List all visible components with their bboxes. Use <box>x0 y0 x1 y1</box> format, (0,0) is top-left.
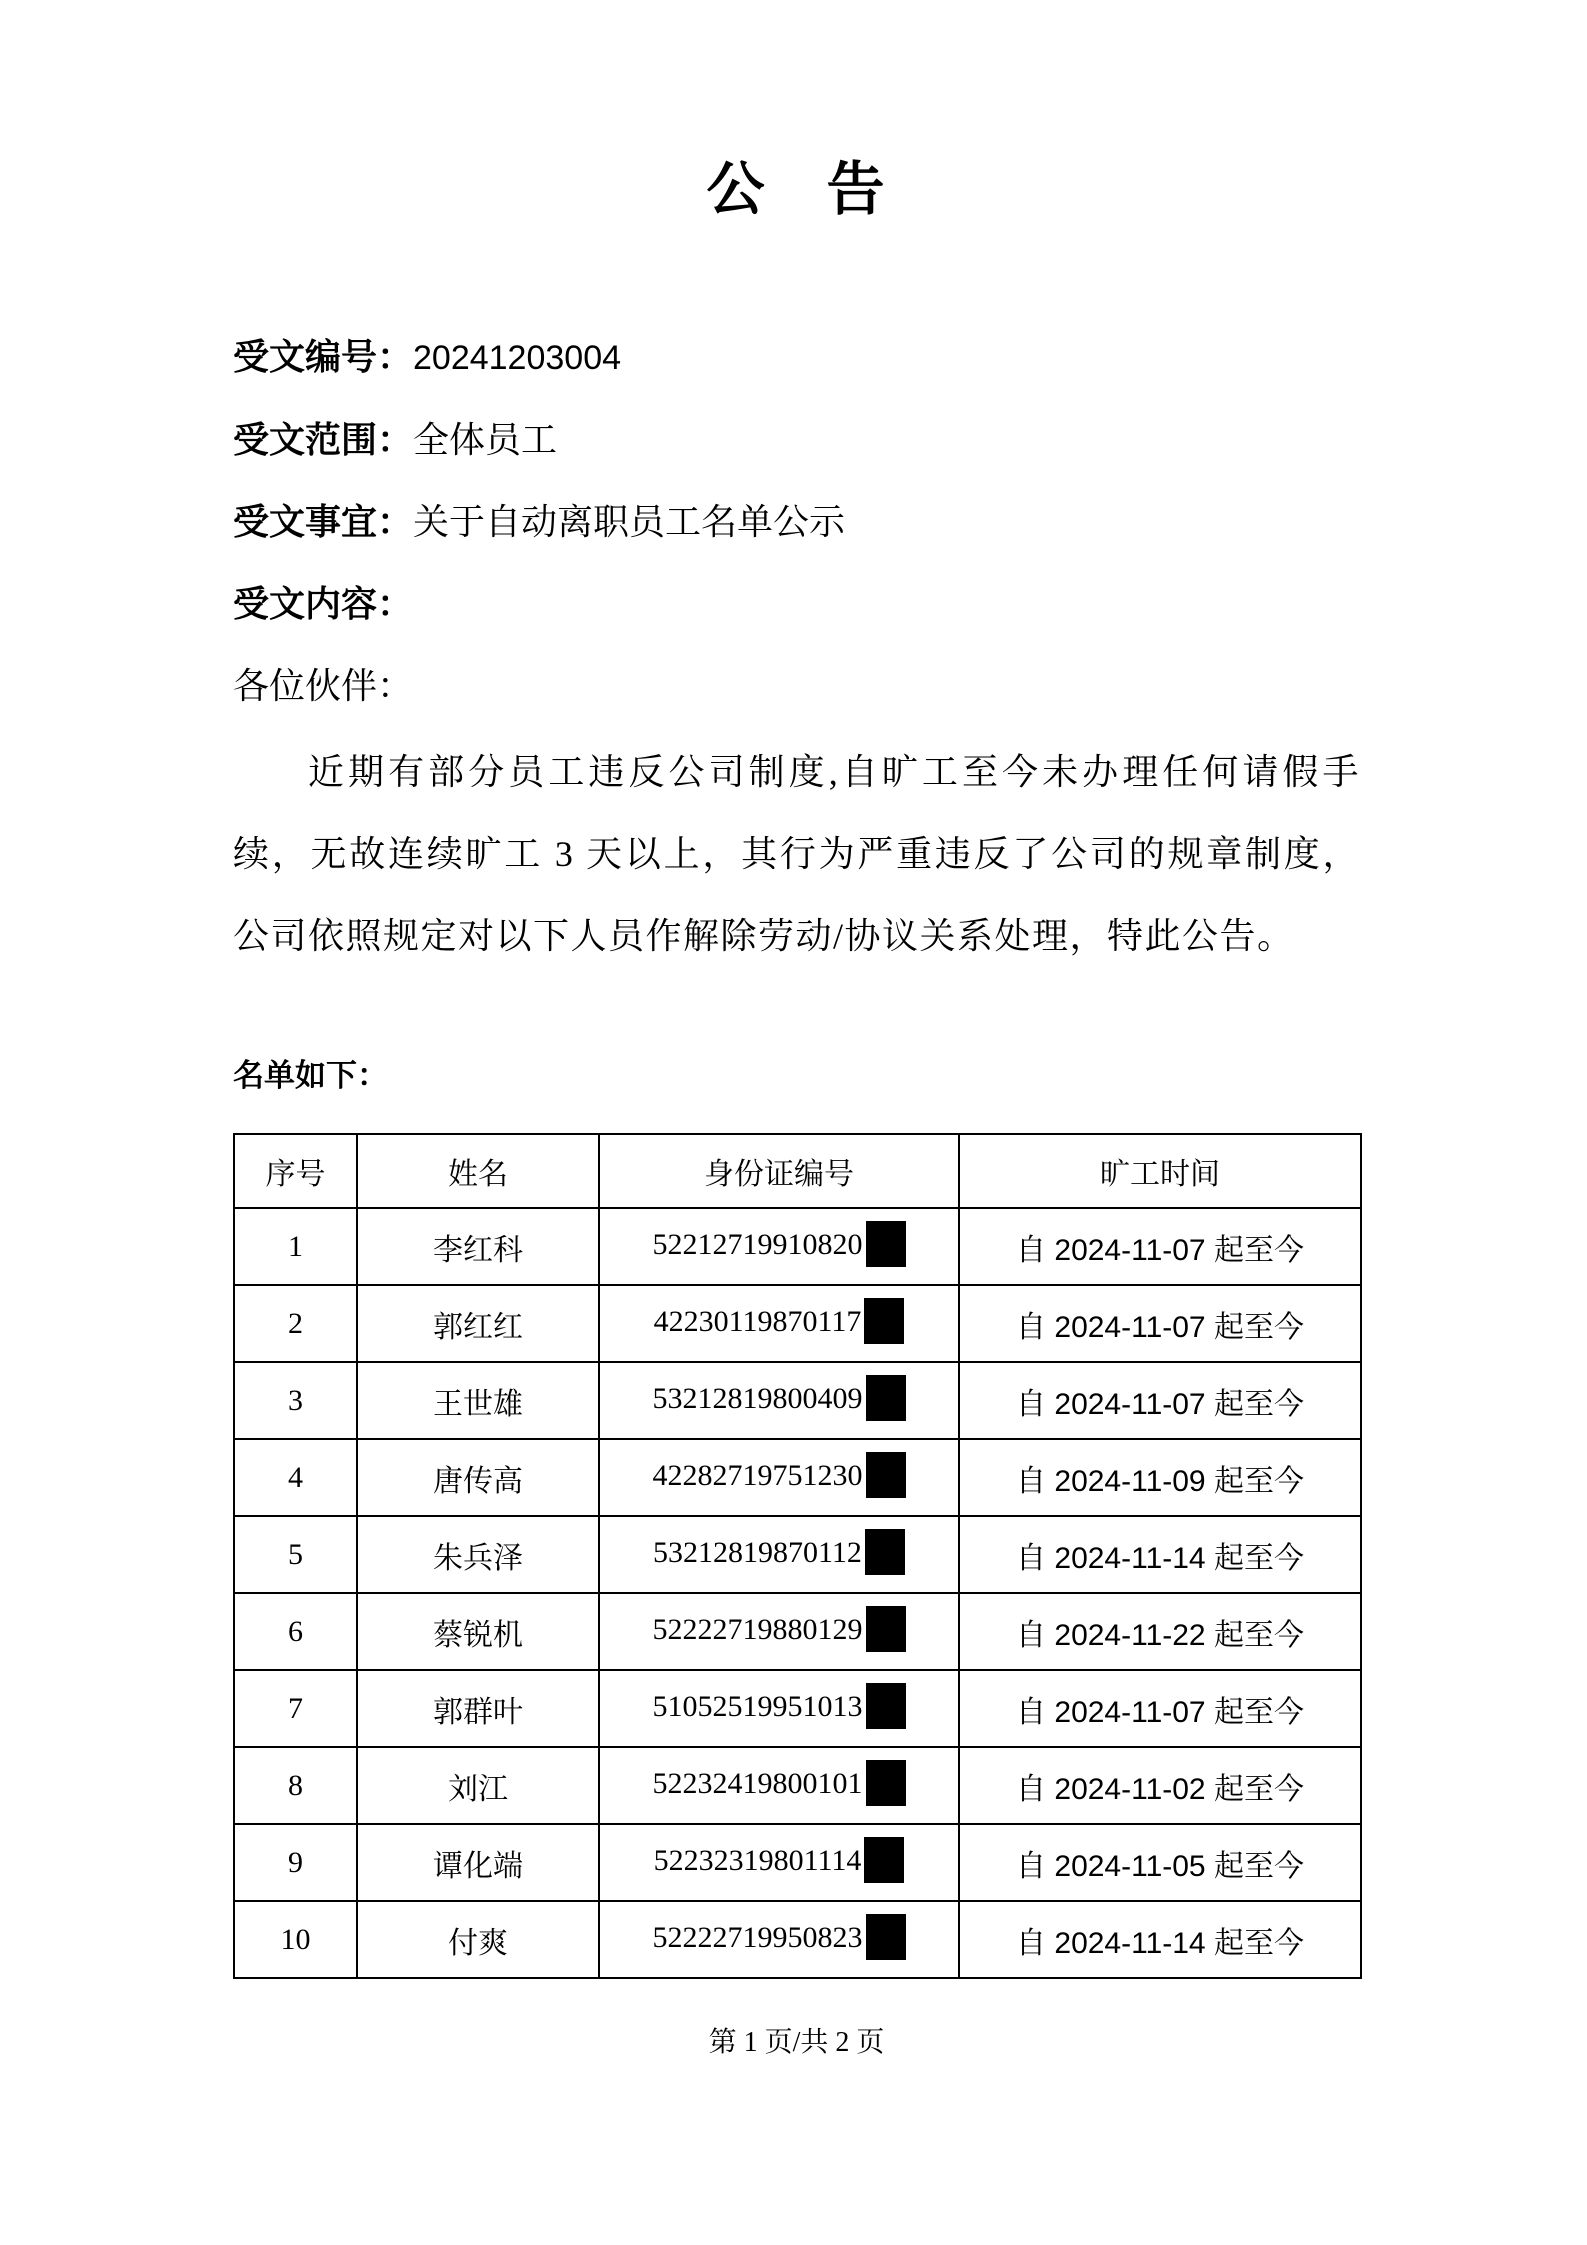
table-header-row <box>234 1134 1361 1208</box>
meta-label: 受文内容： <box>233 584 414 624</box>
redaction-box <box>866 1760 906 1806</box>
meta-label: 受文事宜： <box>233 502 414 542</box>
cell-absence-period: 自 2024-11-02 起至今 <box>959 1747 1361 1824</box>
cell-employee-name: 李红科 <box>357 1208 599 1285</box>
redaction-box <box>866 1375 906 1421</box>
id-number-text: 42230119870117 <box>653 1304 862 1338</box>
cell-serial-number: 5 <box>234 1516 357 1593</box>
meta-line-3 <box>233 563 1360 645</box>
cell-id-number <box>599 1439 959 1516</box>
cell-serial-number: 9 <box>234 1824 357 1901</box>
cell-absence-period: 自 2024-11-22 起至今 <box>959 1593 1361 1670</box>
table-row <box>234 1593 1361 1670</box>
meta-block <box>233 316 1360 645</box>
cell-employee-name: 王世雄 <box>357 1362 599 1439</box>
meta-label: 受文编号： <box>233 337 414 377</box>
cell-id-number <box>599 1362 959 1439</box>
absentee-roster-table <box>233 1133 1362 1979</box>
id-number-text: 51052519951013 <box>652 1689 863 1723</box>
id-number-text: 52232419800101 <box>652 1766 863 1800</box>
table-row <box>234 1439 1361 1516</box>
redaction-box <box>866 1452 906 1498</box>
cell-serial-number: 6 <box>234 1593 357 1670</box>
page-number: 第 1 页/共 2 页 <box>708 2027 885 2058</box>
id-number-text: 53212819800409 <box>652 1381 863 1415</box>
redaction-box <box>864 1837 904 1883</box>
cell-employee-name: 郭群叶 <box>357 1670 599 1747</box>
redaction-box <box>865 1529 905 1575</box>
cell-employee-name: 唐传高 <box>357 1439 599 1516</box>
meta-line-0 <box>233 316 1360 399</box>
id-number-text: 52222719950823 <box>652 1920 863 1954</box>
redaction-box <box>866 1914 906 1960</box>
cell-serial-number: 4 <box>234 1439 357 1516</box>
cell-employee-name: 郭红红 <box>357 1285 599 1362</box>
cell-employee-name: 谭化端 <box>357 1824 599 1901</box>
column-header: 姓名 <box>357 1134 599 1208</box>
cell-id-number <box>599 1747 959 1824</box>
cell-absence-period: 自 2024-11-14 起至今 <box>959 1901 1361 1978</box>
cell-id-number <box>599 1516 959 1593</box>
meta-line-2 <box>233 481 1360 563</box>
redaction-box <box>866 1683 906 1729</box>
table-row <box>234 1208 1361 1285</box>
cell-serial-number: 7 <box>234 1670 357 1747</box>
cell-employee-name: 蔡锐机 <box>357 1593 599 1670</box>
column-header: 身份证编号 <box>599 1134 959 1208</box>
cell-serial-number: 8 <box>234 1747 357 1824</box>
cell-id-number <box>599 1824 959 1901</box>
cell-serial-number: 3 <box>234 1362 357 1439</box>
cell-absence-period: 自 2024-11-05 起至今 <box>959 1824 1361 1901</box>
id-number-text: 53212819870112 <box>653 1535 862 1569</box>
cell-serial-number: 10 <box>234 1901 357 1978</box>
meta-label: 受文范围： <box>233 420 414 460</box>
body-paragraph: 近期有部分员工违反公司制度,自旷工至今未办理任何请假手续，无故连续旷工 3 天以上，其行为严重违反了公司的规章制度，公司依照规定对以下人员作解除劳动/协议关系处理，特此公告。 <box>233 752 1360 956</box>
cell-id-number <box>599 1901 959 1978</box>
meta-value: 关于自动离职员工名单公示 <box>413 502 846 542</box>
cell-absence-period: 自 2024-11-14 起至今 <box>959 1516 1361 1593</box>
id-number-text: 52232319801114 <box>653 1843 862 1877</box>
table-row <box>234 1747 1361 1824</box>
redaction-box <box>866 1606 906 1652</box>
table-row <box>234 1824 1361 1901</box>
cell-id-number <box>599 1670 959 1747</box>
id-number-text: 52212719910820 <box>652 1227 863 1261</box>
column-header: 序号 <box>234 1134 357 1208</box>
column-header: 旷工时间 <box>959 1134 1361 1208</box>
cell-absence-period: 自 2024-11-07 起至今 <box>959 1362 1361 1439</box>
id-number-text: 42282719751230 <box>652 1458 863 1492</box>
cell-id-number <box>599 1208 959 1285</box>
meta-value: 全体员工 <box>413 420 558 460</box>
table-row <box>234 1285 1361 1362</box>
id-number-text: 52222719880129 <box>652 1612 863 1646</box>
salutation: 各位伙伴： <box>233 666 414 706</box>
table-row <box>234 1516 1361 1593</box>
redaction-box <box>866 1221 906 1267</box>
table-row <box>234 1670 1361 1747</box>
cell-serial-number: 2 <box>234 1285 357 1362</box>
cell-absence-period: 自 2024-11-07 起至今 <box>959 1670 1361 1747</box>
cell-absence-period: 自 2024-11-07 起至今 <box>959 1285 1361 1362</box>
cell-absence-period: 自 2024-11-09 起至今 <box>959 1439 1361 1516</box>
cell-employee-name: 朱兵泽 <box>357 1516 599 1593</box>
page-title: 公 告 <box>706 157 887 222</box>
list-heading: 名单如下： <box>233 1058 388 1093</box>
cell-employee-name: 刘江 <box>357 1747 599 1824</box>
cell-id-number <box>599 1593 959 1670</box>
meta-value: 20241203004 <box>413 339 622 377</box>
table-row <box>234 1901 1361 1978</box>
table-row <box>234 1362 1361 1439</box>
meta-line-1 <box>233 399 1360 481</box>
cell-absence-period: 自 2024-11-07 起至今 <box>959 1208 1361 1285</box>
cell-id-number <box>599 1285 959 1362</box>
cell-serial-number: 1 <box>234 1208 357 1285</box>
cell-employee-name: 付爽 <box>357 1901 599 1978</box>
redaction-box <box>864 1298 904 1344</box>
